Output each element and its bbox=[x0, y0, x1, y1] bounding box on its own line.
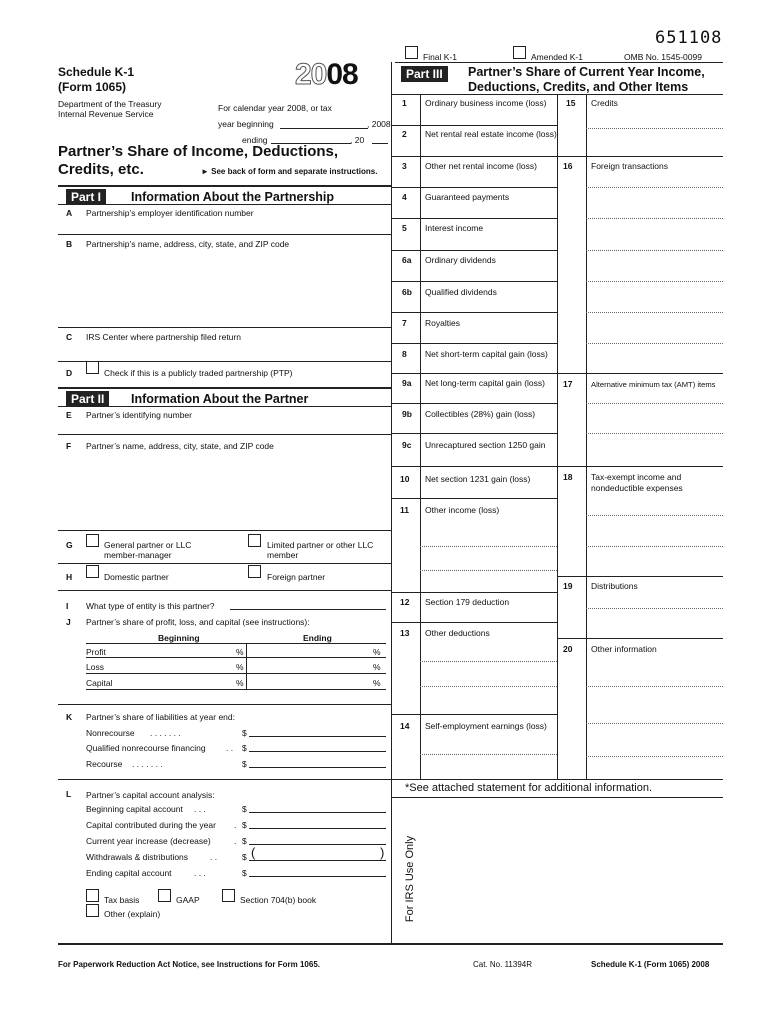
form-number: (Form 1065) bbox=[58, 80, 127, 94]
line-16-number: 16 bbox=[563, 161, 573, 171]
dept-treasury: Department of the Treasury bbox=[58, 99, 162, 109]
final-k1-checkbox[interactable] bbox=[405, 46, 418, 59]
form-title-line2: Credits, etc. bbox=[58, 161, 144, 178]
form-title-line1: Partner’s Share of Income, Deductions, bbox=[58, 143, 339, 160]
other-explain-checkbox[interactable] bbox=[86, 904, 99, 917]
line-11-label: Other income (loss) bbox=[425, 505, 500, 515]
line-13-number: 13 bbox=[400, 628, 410, 638]
l2-dots: . bbox=[234, 820, 237, 830]
line-15-label: Credits bbox=[591, 98, 618, 108]
line-6b-number: 6b bbox=[402, 287, 412, 297]
l3-dots: . bbox=[234, 836, 237, 846]
l5-dots: . . . bbox=[194, 868, 206, 878]
line-2-label: Net rental real estate income (loss) bbox=[425, 129, 557, 139]
line-10-number: 10 bbox=[400, 474, 410, 484]
line-8-label: Net short-term capital gain (loss) bbox=[425, 349, 548, 359]
qualified-dots: . . bbox=[226, 743, 234, 753]
line-20-label: Other information bbox=[591, 644, 657, 654]
l2-field[interactable] bbox=[249, 819, 386, 829]
general-partner-label-2: member-manager bbox=[104, 550, 172, 560]
line-19-number: 19 bbox=[563, 581, 573, 591]
tax-year-bold: 08 bbox=[326, 58, 358, 91]
line-18-label-2: nondeductible expenses bbox=[591, 483, 683, 493]
l2-label: Capital contributed during the year bbox=[86, 820, 216, 830]
line-5-label: Interest income bbox=[425, 223, 484, 233]
part1-a-label: Partnership’s employer identification number bbox=[86, 208, 254, 218]
irs-use-only: For IRS Use Only bbox=[404, 835, 416, 923]
l1-field[interactable] bbox=[249, 803, 386, 813]
part2-f-label: Partner’s name, address, city, state, and ZIP code bbox=[86, 441, 274, 451]
ending-suffix: , 20 bbox=[350, 135, 365, 145]
line-17-label: Alternative minimum tax (AMT) items bbox=[591, 380, 716, 389]
recourse-dots: . . . . . . . bbox=[132, 759, 163, 769]
part2-l-letter: L bbox=[66, 789, 72, 799]
part1-c-letter: C bbox=[66, 332, 73, 342]
l4-paren-close: ) bbox=[380, 845, 385, 860]
see-attached-statement: *See attached statement for additional information. bbox=[405, 782, 653, 794]
sec704-checkbox[interactable] bbox=[222, 889, 235, 902]
line-1-number: 1 bbox=[402, 98, 407, 108]
line-18-number: 18 bbox=[563, 472, 573, 482]
l4-dots: . . bbox=[210, 852, 218, 862]
tax-year-outline: 20 bbox=[295, 58, 327, 91]
part2-j-label: Partner’s share of profit, loss, and capital (see instructions): bbox=[86, 617, 310, 627]
part2-e-label: Partner’s identifying number bbox=[86, 410, 192, 420]
line-1-label: Ordinary business income (loss) bbox=[425, 98, 547, 108]
part1-c-label: IRS Center where partnership filed return bbox=[86, 332, 241, 342]
limited-partner-checkbox[interactable] bbox=[248, 534, 261, 547]
domestic-partner-checkbox[interactable] bbox=[86, 565, 99, 578]
part2-k-letter: K bbox=[66, 712, 73, 722]
part1-a-letter: A bbox=[66, 208, 73, 218]
part2-f-letter: F bbox=[66, 441, 72, 451]
line-4-number: 4 bbox=[402, 192, 407, 202]
part2-title: Information About the Partner bbox=[131, 392, 309, 406]
limited-partner-label-2: member bbox=[267, 550, 299, 560]
line-20-number: 20 bbox=[563, 644, 573, 654]
irs-label: Internal Revenue Service bbox=[58, 109, 154, 119]
l4-paren-open: ( bbox=[251, 845, 256, 860]
general-partner-label-1: General partner or LLC bbox=[104, 540, 192, 550]
part1-b-label: Partnership’s name, address, city, state, and ZIP code bbox=[86, 239, 290, 249]
l3-field[interactable] bbox=[249, 835, 386, 845]
year-ending-year-field[interactable] bbox=[372, 134, 388, 144]
foreign-partner-checkbox[interactable] bbox=[248, 565, 261, 578]
line-2-number: 2 bbox=[402, 129, 407, 139]
see-back: ► See back of form and separate instructions. bbox=[201, 167, 378, 176]
footer-cat: Cat. No. 11394R bbox=[473, 960, 532, 969]
footer-form-name: Schedule K-1 (Form 1065) 2008 bbox=[591, 960, 710, 969]
amended-k1-label: Amended K-1 bbox=[531, 52, 583, 62]
form-code: 651108 bbox=[655, 28, 723, 48]
line-9b-number: 9b bbox=[402, 409, 412, 419]
part2-i-letter: I bbox=[66, 601, 69, 611]
line-3-number: 3 bbox=[402, 161, 407, 171]
capital-label: Capital bbox=[86, 678, 113, 688]
year-beginning-suffix: , 2008 bbox=[367, 119, 391, 129]
l4-label: Withdrawals & distributions bbox=[86, 852, 189, 862]
l5-label: Ending capital account bbox=[86, 868, 172, 878]
loss-beginning-pct: % bbox=[236, 662, 244, 672]
other-explain-label: Other (explain) bbox=[104, 909, 161, 919]
nonrecourse-dots: . . . . . . . bbox=[150, 728, 181, 738]
capital-ending-pct: % bbox=[373, 678, 381, 688]
part1-d-letter: D bbox=[66, 368, 73, 378]
part2-l-label: Partner’s capital account analysis: bbox=[86, 790, 215, 800]
domestic-partner-label: Domestic partner bbox=[104, 572, 169, 582]
line-17-number: 17 bbox=[563, 379, 573, 389]
sec704-label: Section 704(b) book bbox=[240, 895, 317, 905]
line-7-number: 7 bbox=[402, 318, 407, 328]
l4-field[interactable] bbox=[249, 851, 386, 861]
line-8-number: 8 bbox=[402, 349, 407, 359]
limited-partner-label-1: Limited partner or other LLC bbox=[267, 540, 374, 550]
tax-basis-label: Tax basis bbox=[104, 895, 140, 905]
capital-beginning-pct: % bbox=[236, 678, 244, 688]
qualified-label: Qualified nonrecourse financing bbox=[86, 743, 206, 753]
line-10-label: Net section 1231 gain (loss) bbox=[425, 474, 531, 484]
year-beginning-label: year beginning bbox=[218, 119, 274, 129]
part3-tag: Part III bbox=[401, 66, 448, 82]
loss-label: Loss bbox=[86, 662, 104, 672]
foreign-partner-label: Foreign partner bbox=[267, 572, 326, 582]
part2-i-label: What type of entity is this partner? bbox=[86, 601, 215, 611]
entity-type-field[interactable] bbox=[230, 600, 386, 610]
line-6a-number: 6a bbox=[402, 255, 412, 265]
qualified-field[interactable] bbox=[249, 742, 386, 752]
line-11-number: 11 bbox=[400, 505, 409, 515]
recourse-field[interactable] bbox=[249, 758, 386, 768]
footer-paperwork: For Paperwork Reduction Act Notice, see Instructions for Form 1065. bbox=[58, 960, 320, 969]
j-ending-header: Ending bbox=[303, 633, 332, 643]
line-14-number: 14 bbox=[400, 721, 410, 731]
nonrecourse-dollar: $ bbox=[242, 728, 247, 738]
line-16-label: Foreign transactions bbox=[591, 161, 669, 171]
line-14-label: Self-employment earnings (loss) bbox=[425, 721, 547, 731]
omb-number: OMB No. 1545-0099 bbox=[624, 52, 702, 62]
l3-label: Current year increase (decrease) bbox=[86, 836, 211, 846]
nonrecourse-field[interactable] bbox=[249, 727, 386, 737]
line-6b-label: Qualified dividends bbox=[425, 287, 497, 297]
part2-j-letter: J bbox=[66, 617, 71, 627]
recourse-dollar: $ bbox=[242, 759, 247, 769]
l1-dollar: $ bbox=[242, 804, 247, 814]
line-12-number: 12 bbox=[400, 597, 410, 607]
gaap-label: GAAP bbox=[176, 895, 200, 905]
line-13-label: Other deductions bbox=[425, 628, 490, 638]
line-19-label: Distributions bbox=[591, 581, 638, 591]
j-beginning-header: Beginning bbox=[158, 633, 200, 643]
qualified-dollar: $ bbox=[242, 743, 247, 753]
part3-title-2: Deductions, Credits, and Other Items bbox=[468, 80, 689, 94]
line-5-number: 5 bbox=[402, 223, 407, 233]
gaap-checkbox[interactable] bbox=[158, 889, 171, 902]
line-9c-number: 9c bbox=[402, 440, 412, 450]
part2-tag: Part II bbox=[66, 391, 109, 407]
l3-dollar: $ bbox=[242, 836, 247, 846]
line-15-number: 15 bbox=[566, 98, 576, 108]
amended-k1-checkbox[interactable] bbox=[513, 46, 526, 59]
line-6a-label: Ordinary dividends bbox=[425, 255, 496, 265]
l2-dollar: $ bbox=[242, 820, 247, 830]
line-18-label-1: Tax-exempt income and bbox=[591, 472, 682, 482]
ending-label: ending bbox=[242, 135, 268, 145]
l5-dollar: $ bbox=[242, 868, 247, 878]
tax-year bbox=[295, 58, 358, 92]
part2-e-letter: E bbox=[66, 410, 72, 420]
l1-label: Beginning capital account bbox=[86, 804, 183, 814]
ptp-checkbox[interactable] bbox=[86, 361, 99, 374]
line-9a-label: Net long-term capital gain (loss) bbox=[425, 378, 545, 388]
part2-k-label: Partner’s share of liabilities at year end: bbox=[86, 712, 235, 722]
final-k1-label: Final K-1 bbox=[423, 52, 458, 62]
profit-label: Profit bbox=[86, 647, 106, 657]
l5-field[interactable] bbox=[249, 867, 386, 877]
line-9a-number: 9a bbox=[402, 378, 412, 388]
l1-dots: . . . bbox=[194, 804, 206, 814]
loss-ending-pct: % bbox=[373, 662, 381, 672]
part1-b-letter: B bbox=[66, 239, 73, 249]
line-9b-label: Collectibles (28%) gain (loss) bbox=[425, 409, 536, 419]
year-beginning-field[interactable] bbox=[280, 119, 368, 129]
calendar-year: For calendar year 2008, or tax bbox=[218, 103, 332, 113]
general-partner-checkbox[interactable] bbox=[86, 534, 99, 547]
line-4-label: Guaranteed payments bbox=[425, 192, 510, 202]
line-12-label: Section 179 deduction bbox=[425, 597, 510, 607]
line-3-label: Other net rental income (loss) bbox=[425, 161, 537, 171]
nonrecourse-label: Nonrecourse bbox=[86, 728, 135, 738]
schedule-title: Schedule K-1 bbox=[58, 65, 135, 79]
part1-tag: Part I bbox=[66, 189, 106, 205]
part2-h-letter: H bbox=[66, 572, 73, 582]
tax-basis-checkbox[interactable] bbox=[86, 889, 99, 902]
profit-beginning-pct: % bbox=[236, 647, 244, 657]
line-7-label: Royalties bbox=[425, 318, 460, 328]
recourse-label: Recourse bbox=[86, 759, 123, 769]
l4-dollar: $ bbox=[242, 852, 247, 862]
part1-d-label: Check if this is a publicly traded partnership (PTP) bbox=[104, 368, 293, 378]
part1-title: Information About the Partnership bbox=[131, 190, 335, 204]
profit-ending-pct: % bbox=[373, 647, 381, 657]
part3-title-1: Partner’s Share of Current Year Income, bbox=[468, 65, 705, 79]
line-9c-label: Unrecaptured section 1250 gain bbox=[425, 440, 546, 450]
part2-g-letter: G bbox=[66, 540, 73, 550]
